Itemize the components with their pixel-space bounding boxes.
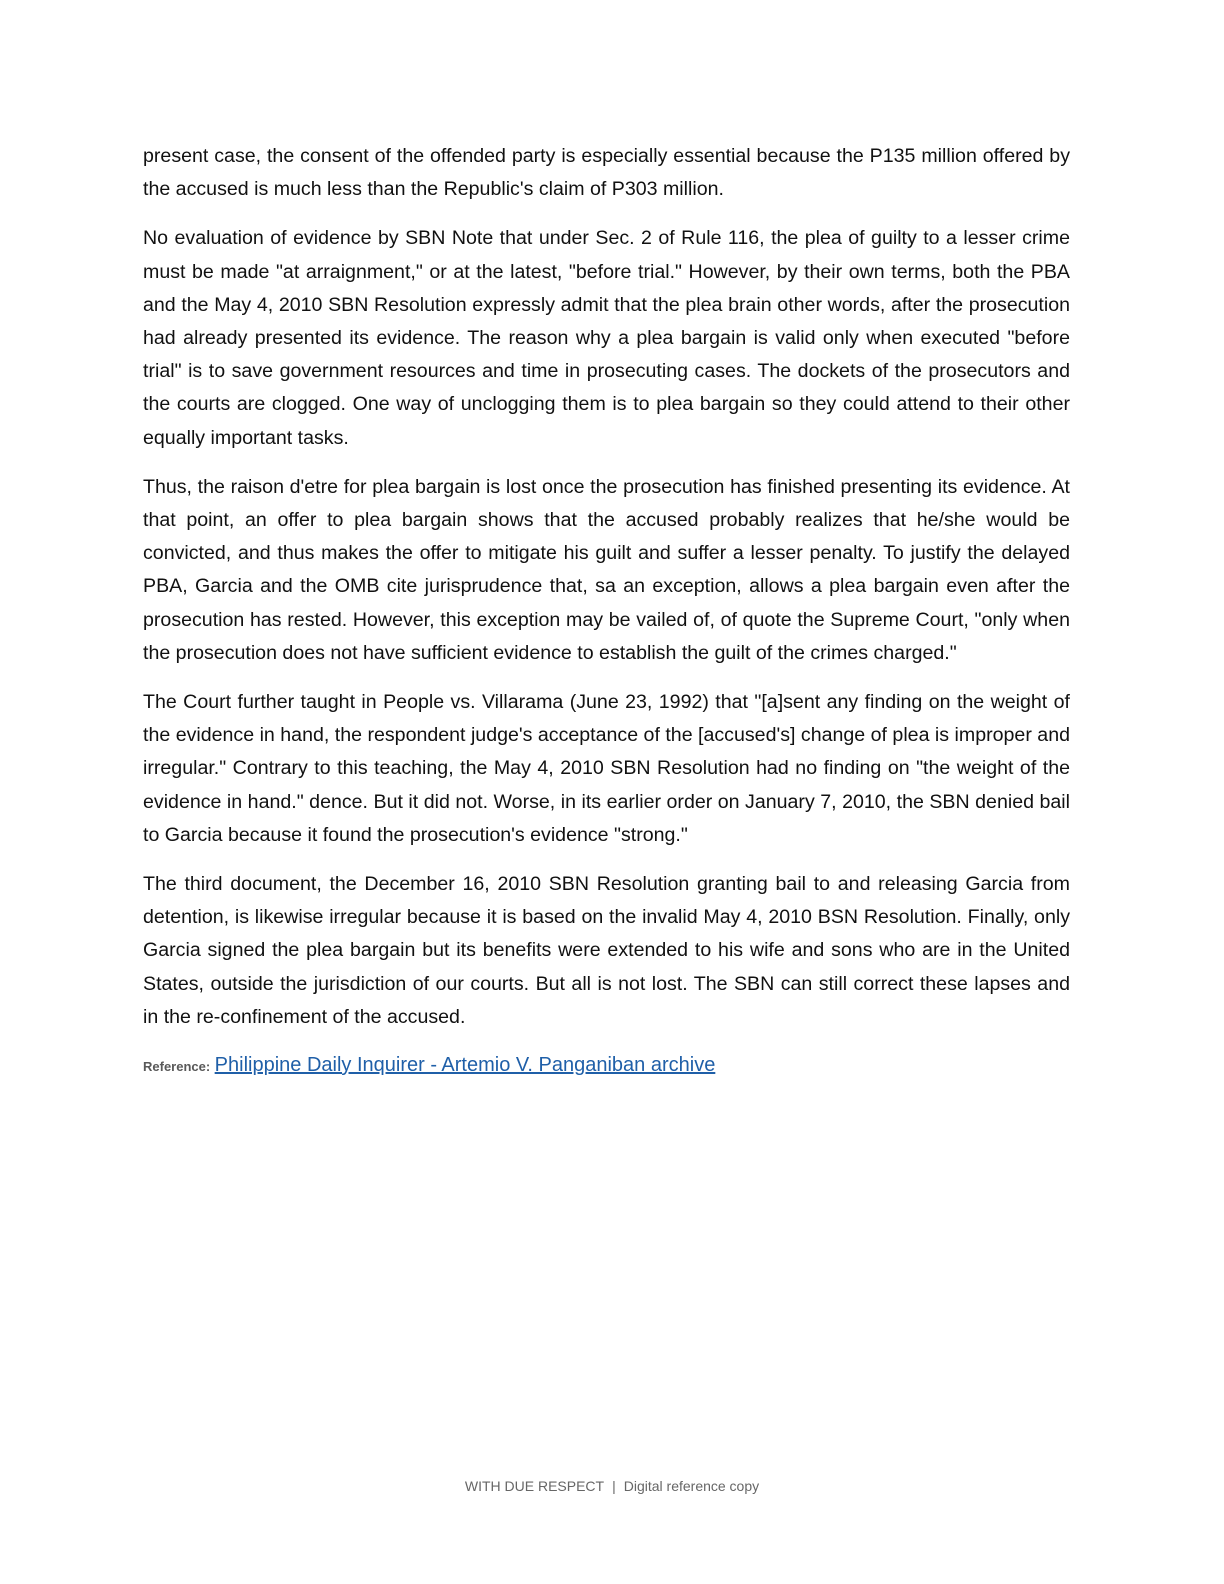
paragraph-5: The third document, the December 16, 2010 SBN Resolution granting bail to and releasing Garcia from detention, is likewise irregular because it is based on the invalid May 4, 2010 BSN Resolution. Finally, only Garcia signed the plea bargain but its benefits were extended to his wife and sons who are in the United States, outside the jurisdiction of our courts. But all is not lost. The SBN can still correct these lapses and in the re-confinement of the accused. [143, 873, 1070, 1028]
reference-line [143, 1050, 1070, 1082]
reference-link[interactable]: Philippine Daily Inquirer - Artemio V. Panganiban archive [214, 1054, 716, 1077]
footer-subtitle: Digital reference copy [623, 1478, 760, 1494]
footer-title: WITH DUE RESPECT [464, 1478, 605, 1494]
paragraph-2: No evaluation of evidence by SBN Note that under Sec. 2 of Rule 116, the plea of guilty to a lesser crime must be made "at arraignment," or at the latest, "before trial." However, by their own terms, both the PBA and the May 4, 2010 SBN Resolution expressly admit that the plea brain other words, after the prosecution had already presented its evidence. The reason why a plea bargain is valid only when executed "before trial" is to save government resources and time in prosecuting cases. The dockets of the prosecutors and the courts are clogged. One way of unclogging them is to plea bargain so they could attend to their other equally important tasks. [143, 227, 1070, 449]
reference-label: Reference: [143, 1059, 211, 1075]
paragraph-1: present case, the consent of the offended party is especially essential because the P135 million offered by the accused is much less than the Republic's claim of P303 million. [143, 145, 1070, 201]
paragraph-3: Thus, the raison d'etre for plea bargain is lost once the prosecution has finished presenting its evidence. At that point, an offer to plea bargain shows that the accused probably realizes that he/she would be convicted, and thus makes the offer to mitigate his guilt and suffer a lesser penalty. To justify the delayed PBA, Garcia and the OMB cite jurisprudence that, sa an exception, allows a plea bargain even after the prosecution has rested. However, this exception may be vailed of, of quote the Supreme Court, "only when the prosecution does not have sufficient evidence to establish the guilt of the crimes charged." [143, 475, 1070, 664]
footer-separator: | [612, 1478, 616, 1494]
paragraph-4: The Court further taught in People vs. Villarama (June 23, 1992) that "[a]sent any finding on the weight of the evidence in hand, the respondent judge's acceptance of the [accused's] change of plea is improper and irregular." Contrary to this teaching, the May 4, 2010 SBN Resolution had no finding on "the weight of the evidence in hand." dence. But it did not. Worse, in its earlier order on January 7, 2010, the SBN denied bail to Garcia because it found the prosecution's evidence "strong." [143, 691, 1070, 846]
page-footer [0, 1478, 1224, 1494]
document-body [143, 140, 1070, 1082]
